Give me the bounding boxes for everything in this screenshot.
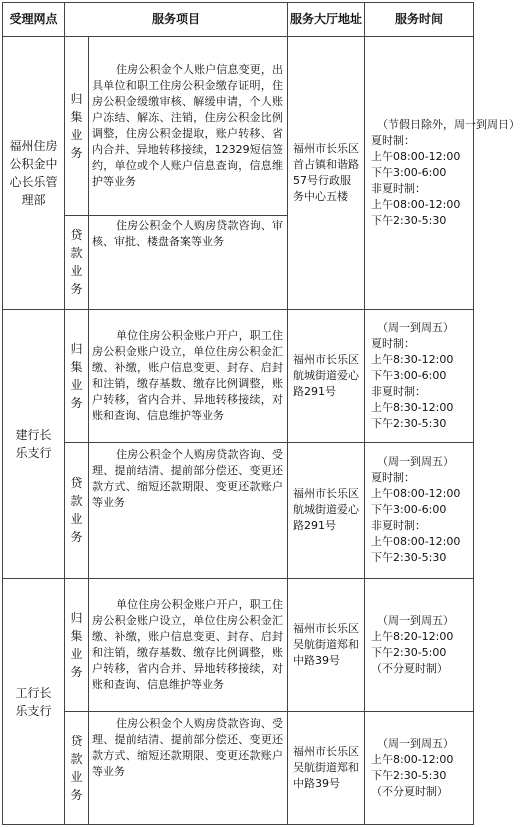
items-cell	[89, 711, 288, 824]
business-type: 归集业务	[70, 610, 83, 679]
time-line: 上午8:30-12:00	[371, 400, 454, 414]
type-cell	[65, 711, 89, 824]
table-row	[3, 442, 474, 578]
address-cell	[288, 579, 365, 711]
business-type: 贷款业务	[70, 228, 83, 297]
time-line: 上午8:00-12:00	[371, 752, 454, 766]
service-items: 住房公积金个人账户信息变更，出具单位和职工住房公积金缴存证明，住房公积金缓缴审核、解缓申请，个人账户冻结、解冻、注销，住房公积金比例调整，住房公积金提取，账户转移、省内合并、异地转移接续，12329短信签约，单位或个人账户信息查询，信息维护等业务	[92, 62, 284, 188]
time-line: （不分夏时制）	[371, 661, 449, 675]
time-line: 下午3:00-6:00	[371, 503, 447, 517]
time-line: 非夏时制：	[371, 182, 427, 196]
time-line: 非夏时制：	[371, 519, 427, 533]
time-line: 非夏时制：	[371, 384, 427, 398]
type-cell	[65, 310, 89, 442]
table-row	[3, 711, 474, 824]
address-cell	[288, 442, 365, 578]
time-line: 夏时制：	[371, 336, 416, 350]
time-cell	[365, 37, 520, 310]
time-line: （周一到周五）	[377, 613, 455, 627]
time-line: 下午2:30-5:30	[371, 768, 447, 782]
service-table	[2, 2, 520, 825]
header-items: 服务项目	[65, 3, 288, 37]
time-line: （不分夏时制）	[371, 784, 449, 798]
time-line: 上午08:00-12:00	[371, 198, 461, 212]
hall-address: 福州市长乐区航城街道爱心路291号	[293, 487, 360, 533]
time-line: 上午8:20-12:00	[371, 629, 454, 643]
hall-address: 福州市长乐区吴航街道郑和中路39号	[293, 621, 360, 667]
type-cell	[65, 37, 89, 216]
time-line: 上午08:00-12:00	[371, 535, 461, 549]
time-line: 下午2:30-5:30	[371, 416, 447, 430]
business-type: 贷款业务	[70, 476, 83, 545]
time-line: 下午2:30-5:00	[371, 645, 447, 659]
time-line: （周一到周五）	[377, 736, 455, 750]
type-cell	[65, 579, 89, 711]
time-line: （周一到周五）	[377, 320, 455, 334]
type-cell	[65, 215, 89, 309]
business-type: 贷款业务	[70, 733, 83, 802]
service-items: 单位住房公积金账户开户，职工住房公积金账户设立，单位住房公积金汇缴、补缴，账户信息变更、封存、启封和注销，缴存基数、缴存比例调整，账户转移，省内合并、异地转移接续，对账和查询、信息维护等业务	[92, 597, 284, 691]
table-row	[3, 310, 474, 442]
address-cell	[288, 711, 365, 824]
time-cell	[365, 711, 474, 824]
time-line: 夏时制：	[371, 471, 416, 485]
items-cell	[89, 579, 288, 711]
address-cell	[288, 310, 365, 442]
point-cell	[3, 310, 65, 579]
point-name: 福州住房公积金中心长乐管理部	[9, 139, 58, 208]
items-cell	[89, 442, 288, 578]
time-line: （周一到周五）	[377, 455, 455, 469]
point-name: 建行长乐支行	[15, 428, 52, 461]
business-type: 归集业务	[70, 91, 83, 160]
header-time: 服务时间	[365, 3, 474, 37]
items-cell	[89, 37, 288, 216]
service-items: 住房公积金个人购房贷款咨询、受理、提前结清、提前部分偿还、变更还款方式、缩短还款期限、变更还款账户等业务	[92, 447, 284, 509]
time-line: 上午8:30-12:00	[371, 352, 454, 366]
time-cell	[365, 579, 474, 711]
point-cell	[3, 579, 65, 825]
hall-address: 福州市长乐区吴航街道郑和中路39号	[293, 744, 360, 790]
items-cell	[89, 310, 288, 442]
service-items: 住房公积金个人购房贷款咨询、受理、提前结清、提前部分偿还、变更还款方式、缩短还款期限、变更还款账户等业务	[92, 716, 284, 778]
point-name: 工行长乐支行	[15, 685, 52, 718]
header-row	[3, 3, 474, 37]
time-line: （节假日除外，周一到周日）	[377, 118, 520, 132]
time-line: 下午2:30-5:30	[371, 214, 447, 228]
time-line: 下午2:30-5:30	[371, 551, 447, 565]
hall-address: 福州市长乐区航城街道爱心路291号	[293, 352, 360, 398]
items-cell	[89, 215, 288, 309]
point-cell	[3, 37, 65, 310]
service-items: 住房公积金个人购房贷款咨询、审核、审批、楼盘备案等业务	[92, 218, 284, 248]
time-cell	[365, 310, 474, 442]
time-cell	[365, 442, 474, 578]
time-line: 上午08:00-12:00	[371, 150, 461, 164]
header-address: 服务大厅地址	[288, 3, 365, 37]
hall-address: 福州市长乐区首占镇和谐路57号行政服务中心五楼	[293, 142, 360, 204]
business-type: 归集业务	[70, 341, 83, 410]
type-cell	[65, 442, 89, 578]
address-cell	[288, 37, 365, 310]
header-point: 受理网点	[3, 3, 65, 37]
table-row	[3, 37, 474, 216]
time-line: 上午08:00-12:00	[371, 487, 461, 501]
table-row	[3, 579, 474, 711]
time-line: 下午3:00-6:00	[371, 368, 447, 382]
time-line: 下午3:00-6:00	[371, 166, 447, 180]
time-line: 夏时制：	[371, 134, 416, 148]
service-items: 单位住房公积金账户开户，职工住房公积金账户设立，单位住房公积金汇缴、补缴，账户信息变更、封存、启封和注销，缴存基数、缴存比例调整，账户转移，省内合并、异地转移接续，对账和查询、信息维护等业务	[92, 328, 284, 422]
